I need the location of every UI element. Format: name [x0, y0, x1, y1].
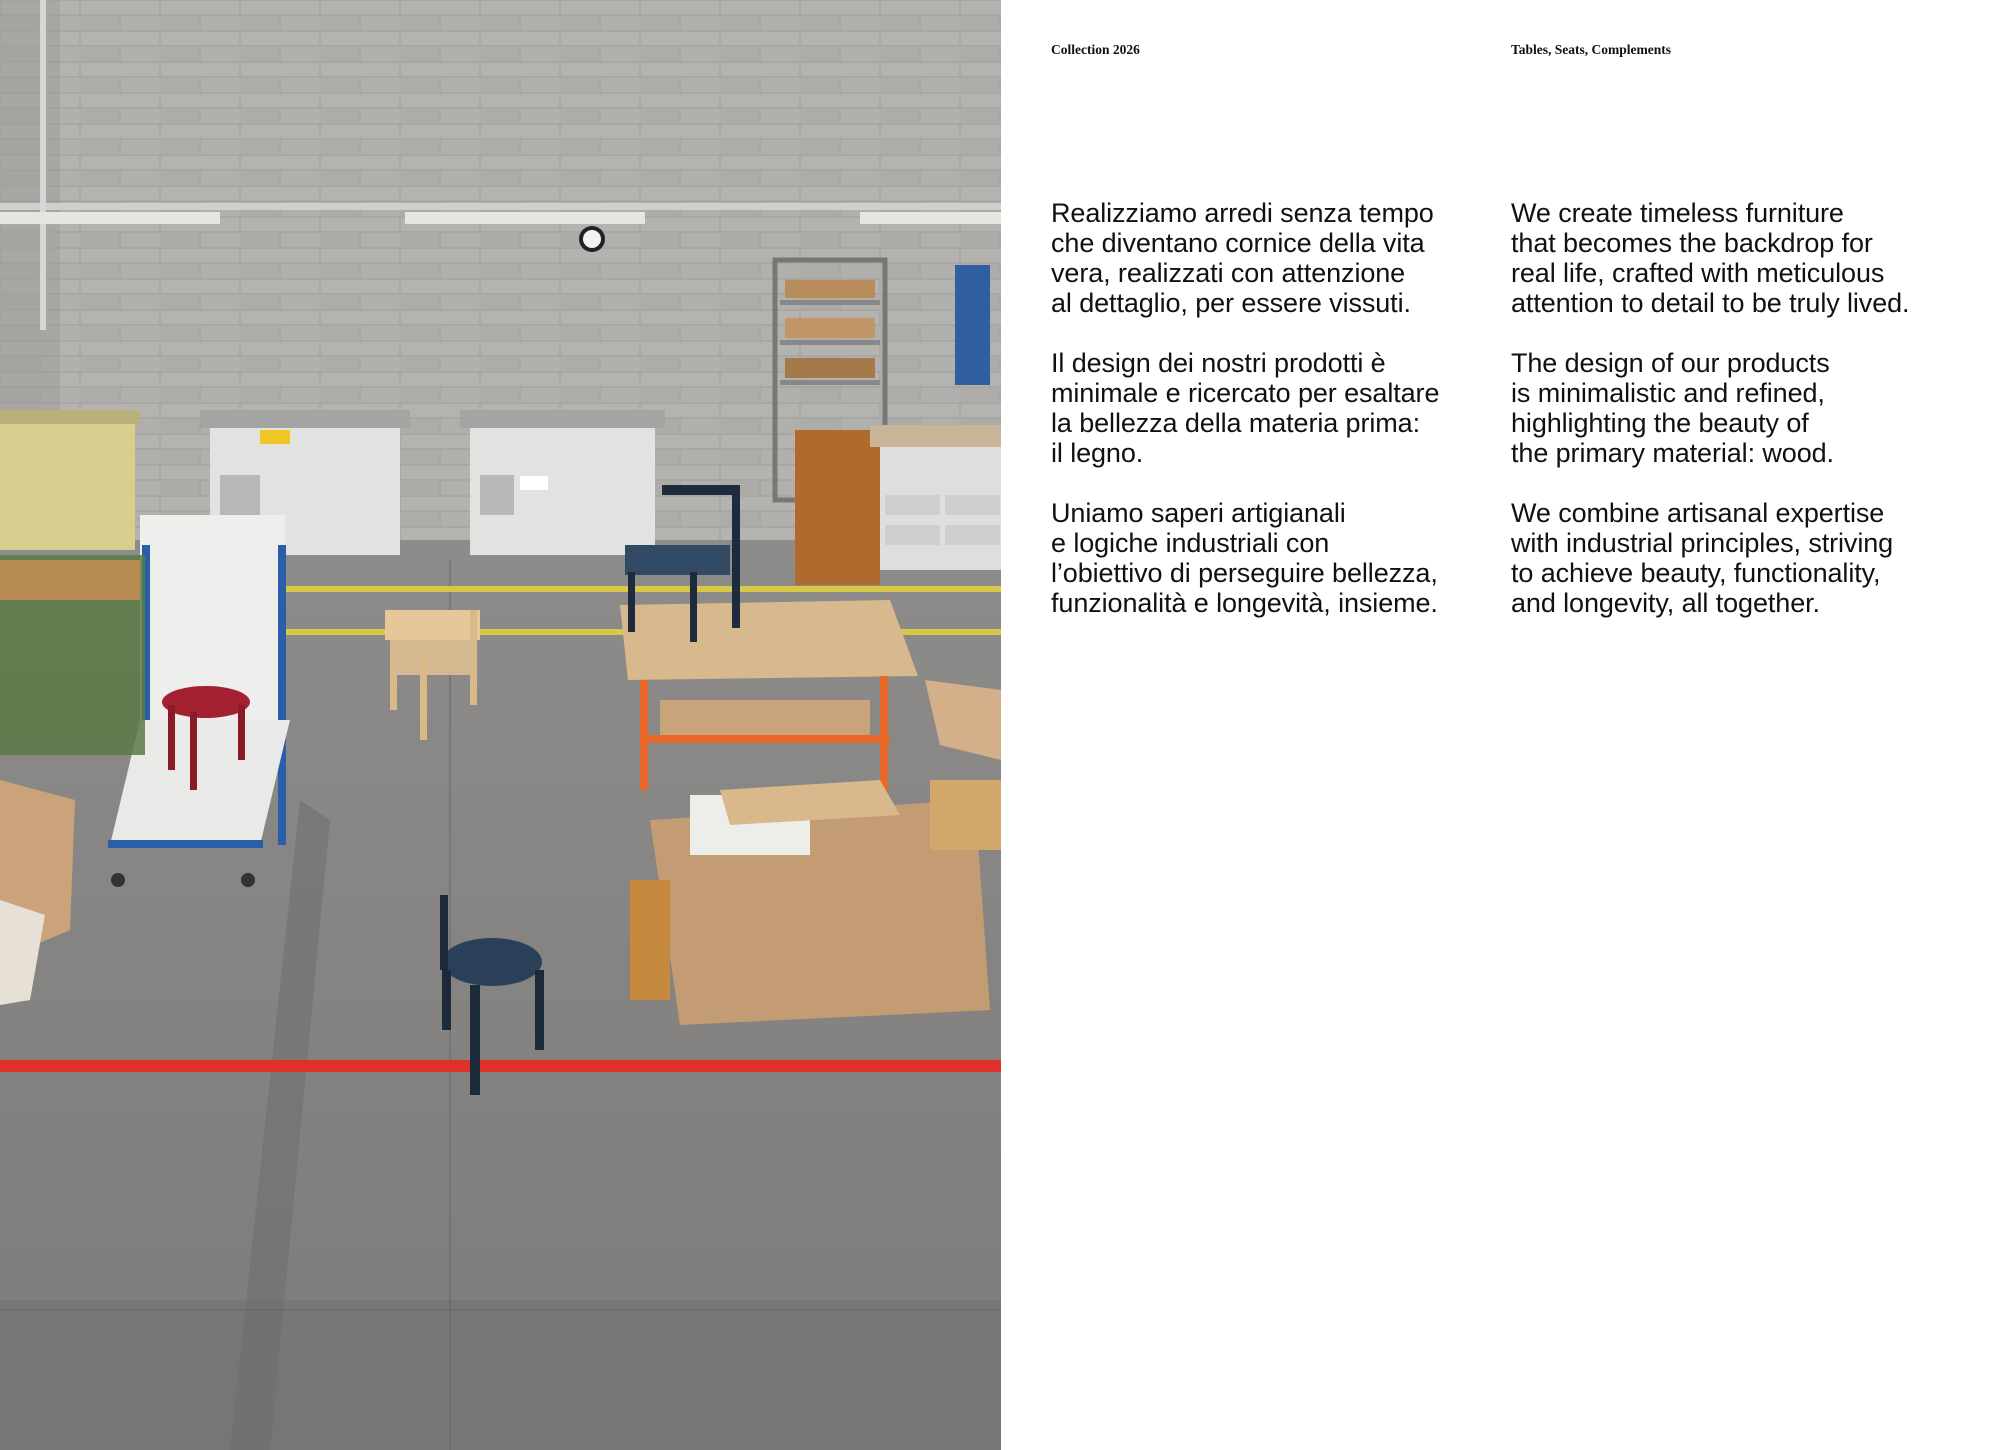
english-paragraph-3 — [1511, 498, 1981, 618]
text-line: is minimalistic and refined, — [1511, 378, 1825, 408]
collection-label: Collection 2026 — [1051, 42, 1140, 57]
text-line: vera, realizzati con attenzione — [1051, 258, 1406, 288]
english-paragraph-1 — [1511, 198, 1981, 318]
text-line: We combine artisanal expertise — [1511, 498, 1885, 528]
text-line: che diventano cornice della vita — [1051, 228, 1425, 258]
text-line: the primary material: wood. — [1511, 438, 1834, 468]
text-line: that becomes the backdrop for — [1511, 228, 1873, 258]
english-column — [1511, 198, 1981, 648]
text-line: Il design dei nostri prodotti è — [1051, 348, 1386, 378]
text-line: Realizziamo arredi senza tempo — [1051, 198, 1434, 228]
text-line: highlighting the beauty of — [1511, 408, 1809, 438]
italian-paragraph-3 — [1051, 498, 1521, 618]
text-line: minimale e ricercato per esaltare — [1051, 378, 1440, 408]
italian-column — [1051, 198, 1521, 648]
category-label: Tables, Seats, Complements — [1511, 42, 1672, 57]
text-line: with industrial principles, striving — [1511, 528, 1894, 558]
text-line: attention to detail to be truly lived. — [1511, 288, 1910, 318]
text-page — [1001, 0, 2000, 1450]
text-line: to achieve beauty, functionality, — [1511, 558, 1881, 588]
italian-paragraph-1 — [1051, 198, 1521, 318]
italian-paragraph-2 — [1051, 348, 1521, 468]
text-line: and longevity, all together. — [1511, 588, 1820, 618]
text-line: We create timeless furniture — [1511, 198, 1844, 228]
text-line: la bellezza della materia prima: — [1051, 408, 1420, 438]
text-line: il legno. — [1051, 438, 1144, 468]
text-line: real life, crafted with meticulous — [1511, 258, 1885, 288]
text-line: funzionalità e longevità, insieme. — [1051, 588, 1438, 618]
text-line: Uniamo saperi artigianali — [1051, 498, 1346, 528]
text-line: The design of our products — [1511, 348, 1830, 378]
text-line: e logiche industriali con — [1051, 528, 1330, 558]
text-line: l’obiettivo di perseguire bellezza, — [1051, 558, 1438, 588]
text-line: al dettaglio, per essere vissuti. — [1051, 288, 1411, 318]
english-paragraph-2 — [1511, 348, 1981, 468]
